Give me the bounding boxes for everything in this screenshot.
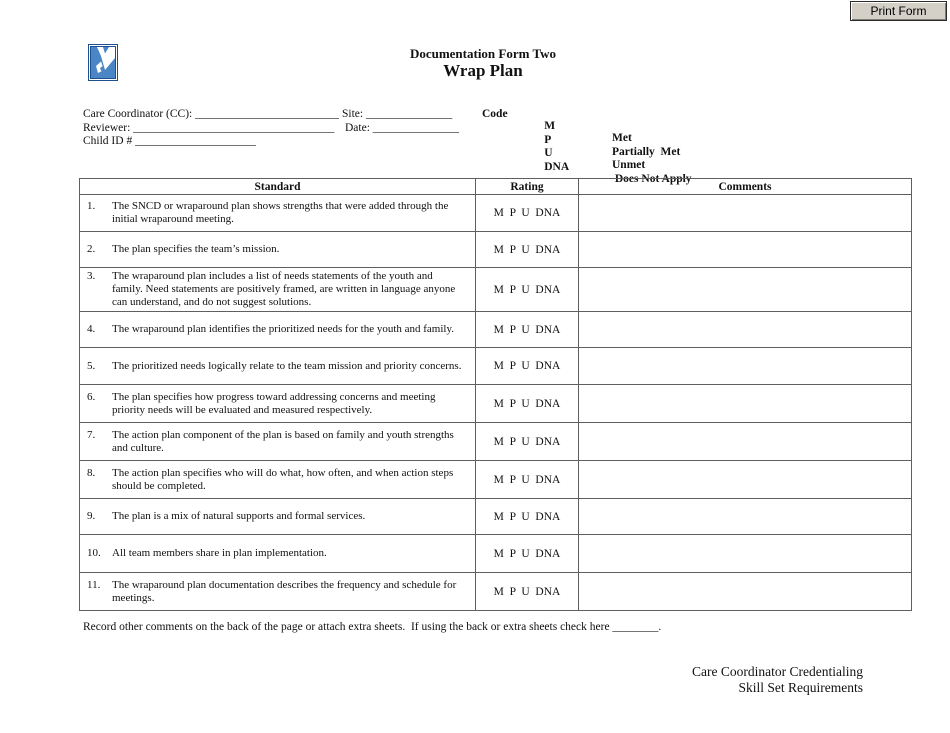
- credential-line2: Skill Set Requirements: [738, 680, 863, 695]
- child-id-field[interactable]: Child ID # _____________________: [83, 135, 256, 147]
- row-number: 7.: [87, 428, 96, 441]
- table-row: [80, 461, 912, 499]
- rating-cell[interactable]: M P U DNA: [476, 312, 579, 348]
- rating-cell[interactable]: M P U DNA: [476, 348, 579, 385]
- credential-footer: [692, 664, 863, 696]
- code-legend-title: Code: [482, 108, 508, 120]
- credential-line1: Care Coordinator Credentialing: [692, 664, 863, 679]
- row-number: 11.: [87, 578, 101, 591]
- standard-text: The action plan specifies who will do what, how often, and when action steps should be completed.: [112, 466, 454, 492]
- table-row: [80, 195, 912, 232]
- standard-text: The plan specifies how progress toward addressing concerns and meeting priority needs will be evaluated and measured respectively.: [112, 390, 436, 416]
- table-row: [80, 535, 912, 573]
- legend-meaning: Unmet: [612, 159, 646, 171]
- table-row: [80, 232, 912, 268]
- rating-cell[interactable]: M P U DNA: [476, 385, 579, 423]
- legend-meaning: Partially Met: [612, 145, 681, 158]
- reviewer-field[interactable]: Reviewer: ___________________________________: [83, 121, 335, 134]
- legend-code: M: [544, 120, 556, 132]
- standard-text: The plan is a mix of natural supports and formal services.: [112, 510, 366, 522]
- date-field[interactable]: Date: _______________: [345, 121, 460, 134]
- comments-cell[interactable]: [579, 499, 912, 535]
- standard-text: The SNCD or wraparound plan shows strengths that were added through the initial wraparound meeting.: [112, 200, 449, 225]
- header-fields: [83, 108, 483, 158]
- rating-cell[interactable]: M P U DNA: [476, 535, 579, 573]
- rating-cell[interactable]: M P U DNA: [476, 195, 579, 232]
- table-header-row: [80, 179, 912, 195]
- print-form-button[interactable]: Print Form: [850, 1, 947, 21]
- site-field[interactable]: Site: _______________: [342, 108, 453, 120]
- standard-text: The prioritized needs logically relate to the team mission and priority concerns.: [112, 359, 462, 372]
- column-header-rating: Rating: [476, 179, 579, 195]
- comments-cell[interactable]: [579, 385, 912, 423]
- comments-cell[interactable]: [579, 348, 912, 385]
- row-number: 5.: [87, 359, 96, 372]
- standard-text: The action plan component of the plan is based on family and youth strengths and culture.: [112, 428, 454, 454]
- standards-table: [79, 178, 912, 611]
- comments-cell[interactable]: [579, 232, 912, 268]
- column-header-comments: Comments: [579, 179, 912, 195]
- legend-meaning: Does Not Apply: [612, 172, 692, 185]
- row-number: 6.: [87, 390, 96, 403]
- table-row: [80, 385, 912, 423]
- rating-cell[interactable]: M P U DNA: [476, 268, 579, 312]
- legend-meaning: Met: [612, 132, 632, 144]
- table-row: [80, 268, 912, 312]
- comments-cell[interactable]: [579, 461, 912, 499]
- row-number: 2.: [87, 243, 96, 255]
- table-row: [80, 423, 912, 461]
- rating-cell[interactable]: M P U DNA: [476, 232, 579, 268]
- table-row: [80, 348, 912, 385]
- comments-cell[interactable]: [579, 268, 912, 312]
- rating-cell[interactable]: M P U DNA: [476, 423, 579, 461]
- comments-cell[interactable]: [579, 312, 912, 348]
- rating-cell[interactable]: M P U DNA: [476, 499, 579, 535]
- standard-text: The plan specifies the team’s mission.: [112, 243, 280, 255]
- row-number: 4.: [87, 323, 96, 335]
- table-row: [80, 312, 912, 348]
- row-number: 10.: [87, 547, 101, 559]
- rating-cell[interactable]: M P U DNA: [476, 461, 579, 499]
- standard-text: All team members share in plan implementation.: [112, 547, 327, 559]
- row-number: 9.: [87, 510, 96, 522]
- table-row: [80, 499, 912, 535]
- legend-code: P: [544, 133, 552, 146]
- legend-code: DNA: [544, 160, 570, 173]
- extra-sheets-note[interactable]: Record other comments on the back of the page or attach extra sheets. If using the back or extra sheets check here ________.: [83, 621, 662, 633]
- comments-cell[interactable]: [579, 573, 912, 611]
- comments-cell[interactable]: [579, 535, 912, 573]
- standard-text: The wraparound plan identifies the prioritized needs for the youth and family.: [112, 323, 455, 335]
- row-number: 1.: [87, 200, 96, 212]
- legend-code: U: [544, 147, 553, 159]
- form-subtitle: Wrap Plan: [443, 61, 523, 80]
- standard-text: The wraparound plan documentation describes the frequency and schedule for meetings.: [112, 578, 457, 604]
- rating-cell[interactable]: M P U DNA: [476, 573, 579, 611]
- comments-cell[interactable]: [579, 195, 912, 232]
- column-header-standard: Standard: [80, 179, 476, 195]
- comments-cell[interactable]: [579, 423, 912, 461]
- table-row: [80, 573, 912, 611]
- row-number: 3.: [87, 270, 96, 282]
- row-number: 8.: [87, 466, 96, 479]
- care-coordinator-field[interactable]: Care Coordinator (CC): _________________________: [83, 108, 339, 120]
- form-title: Documentation Form Two: [409, 46, 557, 61]
- standard-text: The wraparound plan includes a list of needs statements of the youth and family. Need statements are positively framed, are written in language anyone can understand, and do not suggest solutions.: [112, 270, 456, 308]
